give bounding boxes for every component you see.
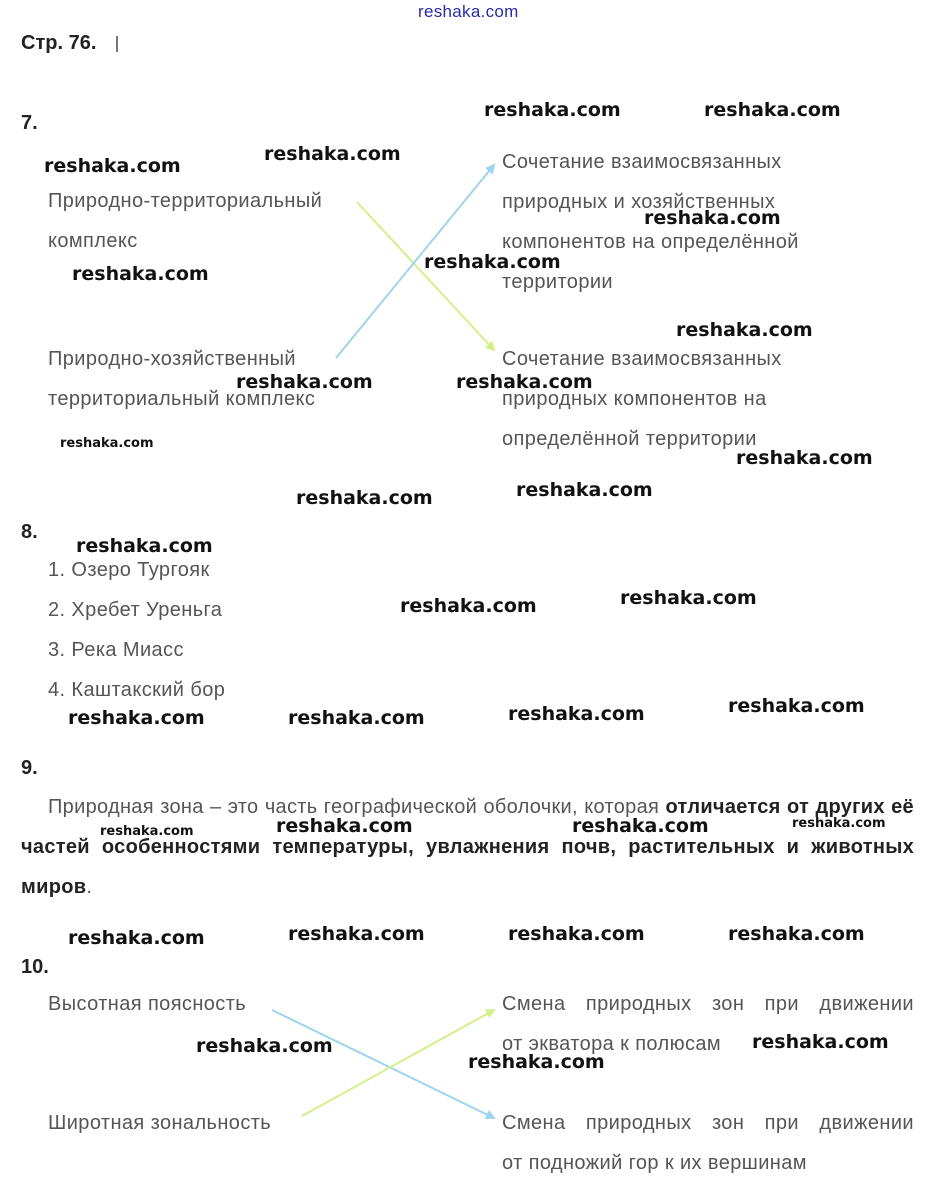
text-cursor-mark	[116, 36, 118, 52]
watermark: reshaka.com	[44, 155, 181, 177]
watermark: reshaka.com	[676, 319, 813, 341]
list-item: 2. Хребет Уреньга	[48, 599, 223, 621]
watermark: reshaka.com	[68, 707, 205, 729]
watermark: reshaka.com	[76, 535, 213, 557]
text-line: комплекс	[48, 230, 138, 252]
task-8-list	[48, 550, 225, 710]
watermark: reshaka.com	[644, 207, 781, 229]
text-line: от подножий гор к их вершинам	[502, 1152, 807, 1174]
watermark: reshaka.com	[736, 447, 873, 469]
text-line: определённой территории	[502, 428, 757, 450]
task-8-number: 8.	[21, 521, 38, 543]
watermark: reshaka.com	[68, 927, 205, 949]
watermark: reshaka.com	[704, 99, 841, 121]
watermark: reshaka.com	[728, 923, 865, 945]
watermark: reshaka.com	[400, 595, 537, 617]
text-line: территории	[502, 271, 614, 293]
text-line: от экватора к полюсам	[502, 1033, 722, 1055]
site-header-watermark: reshaka.com	[418, 2, 519, 21]
task-9-paragraph	[21, 787, 914, 907]
watermark-small: reshaka.com	[100, 824, 194, 839]
arrow-vysotnaya-to-def2	[272, 1010, 494, 1118]
task-9-plain-text: Природная зона – это часть географической оболочки, которая	[48, 796, 666, 818]
watermark: reshaka.com	[288, 707, 425, 729]
watermark-small: reshaka.com	[60, 436, 154, 451]
watermark: reshaka.com	[572, 815, 709, 837]
watermark: reshaka.com	[424, 251, 561, 273]
watermark-small: reshaka.com	[792, 816, 886, 831]
watermark: reshaka.com	[296, 487, 433, 509]
list-item: 1. Озеро Тургояк	[48, 559, 210, 581]
task-7-right-item-2	[502, 339, 782, 459]
arrow-ptk-to-def2	[357, 202, 494, 350]
watermark: reshaka.com	[728, 695, 865, 717]
task-10-left-item-1: Высотная поясность	[48, 993, 247, 1015]
task-9-bold-text: отличается от других её частей особенностями температуры, увлажнения почв, растительных и животных миров	[21, 796, 914, 898]
text-line: Природно-хозяйственный	[48, 348, 296, 370]
list-item: 4. Каштакский бор	[48, 679, 226, 701]
watermark: reshaka.com	[508, 923, 645, 945]
text-line: природных и хозяйственных	[502, 191, 776, 213]
task-7-number: 7.	[21, 112, 38, 134]
text-line: природных компонентов на	[502, 388, 767, 410]
watermark: reshaka.com	[484, 99, 621, 121]
text-line: Смена природных зон при движении	[502, 993, 914, 1015]
task-10-right-item-2	[502, 1103, 914, 1183]
watermark: reshaka.com	[516, 479, 653, 501]
arrow-shirotnaya-to-def1	[302, 1010, 494, 1116]
page-reference: Стр. 76.	[21, 32, 97, 54]
watermark: reshaka.com	[276, 815, 413, 837]
text-line: территориальный комплекс	[48, 388, 316, 410]
watermark: reshaka.com	[72, 263, 209, 285]
watermark: reshaka.com	[752, 1031, 889, 1053]
task-10-left-item-2: Широтная зональность	[48, 1112, 272, 1134]
text-line: Сочетание взаимосвязанных	[502, 348, 782, 370]
watermark: reshaka.com	[456, 371, 593, 393]
task-7-left-item-1	[48, 181, 322, 261]
watermark: reshaka.com	[196, 1035, 333, 1057]
watermark: reshaka.com	[468, 1051, 605, 1073]
text-line: Смена природных зон при движении	[502, 1112, 914, 1134]
text-line: Природно-территориальный	[48, 190, 323, 212]
watermark: reshaka.com	[264, 143, 401, 165]
task-10-number: 10.	[21, 956, 49, 978]
text-line: компонентов на определённой	[502, 231, 799, 253]
task-9-end: .	[86, 876, 93, 898]
task-9-number: 9.	[21, 757, 38, 779]
watermark: reshaka.com	[508, 703, 645, 725]
text-line: Сочетание взаимосвязанных	[502, 151, 782, 173]
watermark: reshaka.com	[620, 587, 757, 609]
list-item: 3. Река Миасс	[48, 639, 184, 661]
watermark: reshaka.com	[288, 923, 425, 945]
watermark: reshaka.com	[236, 371, 373, 393]
